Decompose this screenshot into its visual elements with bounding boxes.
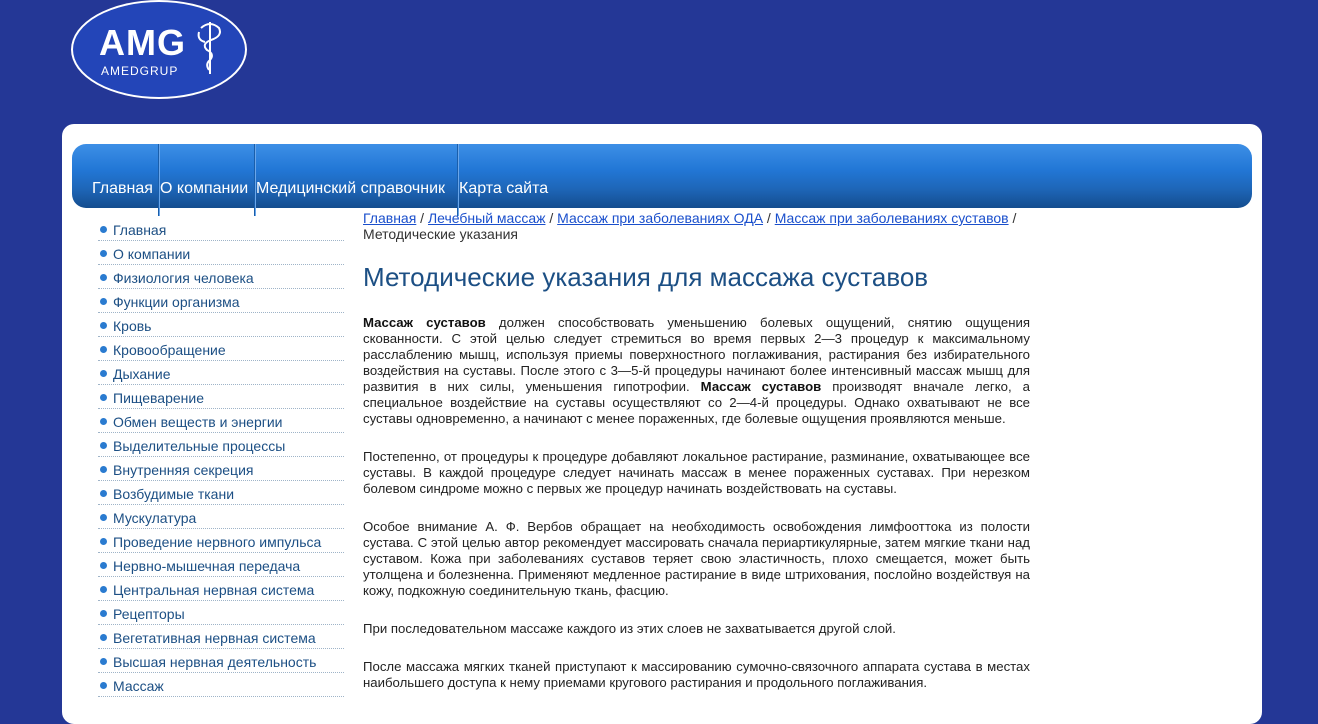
bullet-icon bbox=[100, 682, 107, 689]
sidebar-item[interactable] bbox=[98, 674, 344, 697]
sidebar-item[interactable] bbox=[98, 290, 344, 313]
sidebar-item[interactable] bbox=[98, 602, 344, 625]
bullet-icon bbox=[100, 514, 107, 521]
bullet-icon bbox=[100, 586, 107, 593]
topnav-item-about[interactable]: О компании bbox=[160, 180, 249, 197]
sidebar-item-label: Массаж bbox=[113, 678, 164, 694]
sidebar-item[interactable] bbox=[98, 266, 344, 289]
bullet-icon bbox=[100, 418, 107, 425]
bullet-icon bbox=[100, 274, 107, 281]
sidebar-item[interactable] bbox=[98, 434, 344, 457]
sidebar-item-label: Обмен веществ и энергии bbox=[113, 414, 283, 430]
topnav-item-home[interactable]: Главная bbox=[92, 180, 153, 197]
breadcrumb-separator: / bbox=[1008, 210, 1017, 226]
breadcrumb-current: Методические указания bbox=[363, 226, 518, 242]
sidebar-item-label: Функции организма bbox=[113, 294, 240, 310]
bullet-icon bbox=[100, 370, 107, 377]
sidebar-item-label: Кровообращение bbox=[113, 342, 226, 358]
bullet-icon bbox=[100, 538, 107, 545]
sidebar-item-label: Пищеварение bbox=[113, 390, 205, 406]
sidebar-item[interactable] bbox=[98, 242, 344, 265]
sidebar-item[interactable] bbox=[98, 554, 344, 577]
topnav-item-medical-reference[interactable]: Медицинский справочник bbox=[256, 180, 446, 197]
bullet-icon bbox=[100, 562, 107, 569]
breadcrumb-separator: / bbox=[545, 210, 558, 226]
breadcrumb-link[interactable]: Главная bbox=[363, 210, 417, 226]
bullet-icon bbox=[100, 442, 107, 449]
sidebar-item[interactable] bbox=[98, 218, 344, 241]
sidebar-item[interactable] bbox=[98, 338, 344, 361]
sidebar-item[interactable] bbox=[98, 458, 344, 481]
sidebar-item-label: Центральная нервная система bbox=[113, 582, 315, 598]
topnav-item-sitemap[interactable]: Карта сайта bbox=[459, 180, 549, 197]
sidebar-item[interactable] bbox=[98, 506, 344, 529]
main-content bbox=[363, 210, 1030, 691]
paragraph-text: При последовательном массаже каждого из этих слоев не захватывается другой слой. bbox=[363, 621, 896, 636]
sidebar-item-label: Вегетативная нервная система bbox=[113, 630, 316, 646]
sidebar-item-label: О компании bbox=[113, 246, 191, 262]
breadcrumb-link[interactable]: Лечебный массаж bbox=[427, 210, 546, 226]
bullet-icon bbox=[100, 394, 107, 401]
bullet-icon bbox=[100, 298, 107, 305]
bullet-icon bbox=[100, 466, 107, 473]
paragraph-text: должен способствовать уменьшению болевых ощущений, снятию ощущения скованности. С этой целью следует стремиться во время первых 2—3 процедур к максимальному расслаблению мышц, используя приемы поверхностного поглаживания, растирания без избирательного воздействия на суставы. После этого с 3—5-й процедуры начинают более интенсивный массаж мышц для развития в них силы, уменьшения гипотрофии. bbox=[363, 315, 1030, 394]
sidebar-item[interactable] bbox=[98, 386, 344, 409]
breadcrumb-link[interactable]: Массаж при заболеваниях ОДА bbox=[557, 210, 764, 226]
bullet-icon bbox=[100, 226, 107, 233]
paragraph-text: Особое внимание А. Ф. Вербов обращает на необходимость освобождения лимфооттока из полости сустава. С этой целью автор рекомендует массировать сначала периартикулярные, затем мягкие ткани над суставом. Кожа при заболеваниях суставов теряет свою эластичность, плохо смещается, может быть утолщена и болезненна. Применяют медленное растирание в виде штрихования, послойно воздействуя на кожу, подкожную соединительную ткань, фасцию. bbox=[363, 519, 1030, 598]
article-paragraph bbox=[363, 449, 1030, 497]
article-paragraph bbox=[363, 659, 1030, 691]
logo-text: AMG bbox=[99, 22, 186, 63]
paragraph-text: После массажа мягких тканей приступают к массированию сумочно-связочного аппарата сустава в местах наибольшего доступа к нему приемами кругового растирания и продольного поглаживания. bbox=[363, 659, 1030, 690]
bullet-icon bbox=[100, 610, 107, 617]
sidebar-item-label: Главная bbox=[113, 222, 167, 238]
sidebar-item-label: Возбудимые ткани bbox=[113, 486, 235, 502]
sidebar-item[interactable] bbox=[98, 482, 344, 505]
top-navigation bbox=[72, 144, 1252, 208]
bullet-icon bbox=[100, 490, 107, 497]
article-paragraph bbox=[363, 519, 1030, 599]
sidebar-item-label: Проведение нервного импульса bbox=[113, 534, 322, 550]
bullet-icon bbox=[100, 250, 107, 257]
sidebar-item[interactable] bbox=[98, 410, 344, 433]
bold-term: Массаж суставов bbox=[700, 379, 822, 394]
article-body bbox=[363, 315, 1030, 691]
page-title: Методические указания для массажа суставов bbox=[363, 262, 929, 292]
sidebar-item[interactable] bbox=[98, 314, 344, 337]
bullet-icon bbox=[100, 322, 107, 329]
article-paragraph bbox=[363, 315, 1030, 427]
sidebar-item-label: Дыхание bbox=[113, 366, 171, 382]
sidebar-item[interactable] bbox=[98, 626, 344, 649]
sidebar-item-label: Высшая нервная деятельность bbox=[113, 654, 317, 670]
article-paragraph bbox=[363, 621, 1030, 637]
sidebar-item-label: Выделительные процессы bbox=[113, 438, 286, 454]
breadcrumb-separator: / bbox=[763, 210, 775, 226]
paragraph-text: Постепенно, от процедуры к процедуре добавляют локальное растирание, разминание, охватывающее все суставы. В каждой процедуре следует начинать массаж в менее пораженных суставах. При нерезком болевом синдроме можно с первых же процедур начинать воздействовать на суставы. bbox=[363, 449, 1030, 496]
breadcrumb bbox=[363, 210, 1030, 242]
bullet-icon bbox=[100, 634, 107, 641]
bold-term: Массаж суставов bbox=[363, 315, 486, 330]
paragraph-text: производят вначале легко, а специальное воздействие на суставы осуществляют со 2—4-й процедуры. Однако охватывают не все суставы одновременно, а начинают с менее пораженных, где болевые ощущения проявляются меньше. bbox=[363, 379, 1030, 426]
sidebar-item[interactable] bbox=[98, 362, 344, 385]
sidebar-item-label: Физиология человека bbox=[113, 270, 254, 286]
breadcrumb-separator: / bbox=[416, 210, 428, 226]
breadcrumb-link[interactable]: Массаж при заболеваниях суставов bbox=[774, 210, 1009, 226]
sidebar-item[interactable] bbox=[98, 578, 344, 601]
sidebar-item-label: Мускулатура bbox=[113, 510, 197, 526]
bullet-icon bbox=[100, 346, 107, 353]
main-container bbox=[62, 124, 1262, 724]
sidebar-item[interactable] bbox=[98, 650, 344, 673]
sidebar-menu bbox=[98, 218, 344, 698]
sidebar-item[interactable] bbox=[98, 530, 344, 553]
caduceus-icon bbox=[195, 18, 225, 76]
sidebar-item-label: Кровь bbox=[113, 318, 152, 334]
logo-subtext: AMEDGRUP bbox=[101, 64, 179, 78]
site-logo[interactable] bbox=[71, 0, 247, 99]
bullet-icon bbox=[100, 658, 107, 665]
sidebar-item-label: Нервно-мышечная передача bbox=[113, 558, 301, 574]
sidebar-item-label: Внутренняя секреция bbox=[113, 462, 254, 478]
sidebar-item-label: Рецепторы bbox=[113, 606, 185, 622]
